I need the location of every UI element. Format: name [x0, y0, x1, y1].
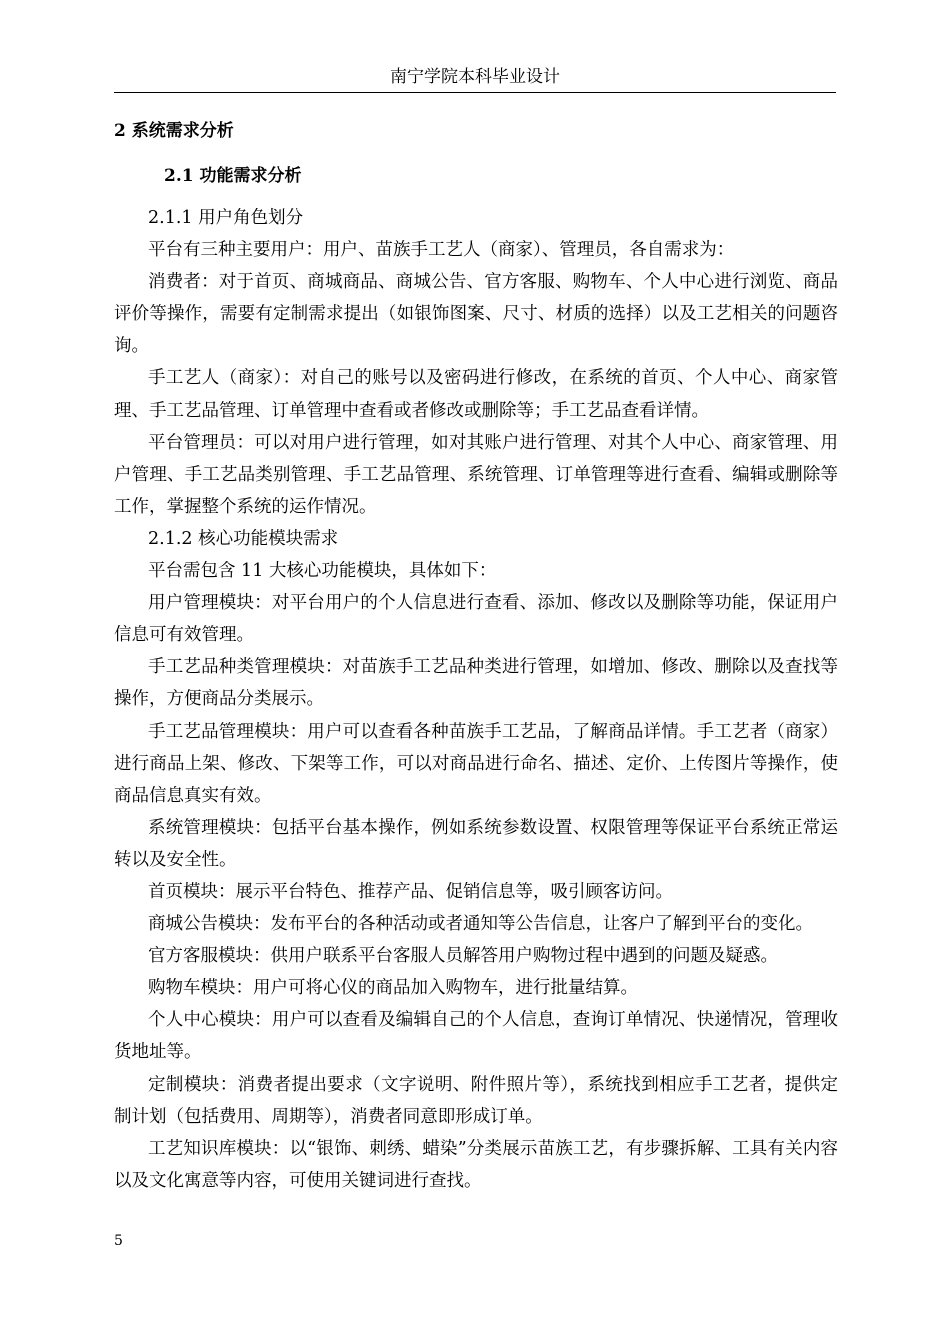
page-number: 5	[114, 1233, 123, 1249]
paragraph: 官方客服模块：供用户联系平台客服人员解答用户购物过程中遇到的问题及疑惑。	[148, 946, 778, 967]
chapter-heading: 2 系统需求分析	[114, 121, 234, 141]
paragraph: 定制模块：消费者提出要求（文字说明、附件照片等），系统找到相应手工艺者，提供定制计划（包括费用、周期等），消费者同意即形成订单。	[114, 1074, 838, 1127]
paragraph: 首页模块：展示平台特色、推荐产品、促销信息等，吸引顾客访问。	[148, 881, 673, 902]
paragraph: 购物车模块：用户可将心仪的商品加入购物车，进行批量结算。	[148, 978, 638, 999]
paragraph: 个人中心模块：用户可以查看及编辑自己的个人信息，查询订单情况、快递情况，管理收货地址等。	[114, 1010, 838, 1063]
paragraph: 手工艺品管理模块：用户可以查看各种苗族手工艺品，了解商品详情。手工艺者（商家）进行商品上架、修改、下架等工作，可以对商品进行命名、描述、定价、上传图片等操作，使商品信息真实有效。	[114, 721, 838, 806]
paragraph: 平台管理员：可以对用户进行管理，如对其账户进行管理、对其个人中心、商家管理、用户管理、手工艺品类别管理、手工艺品管理、系统管理、订单管理等进行查看、编辑或删除等工作，掌握整个系统的运作情况。	[114, 432, 838, 517]
page-header-title: 南宁学院本科毕业设计	[390, 67, 560, 87]
paragraph: 商城公告模块：发布平台的各种活动或者通知等公告信息，让客户了解到平台的变化。	[148, 914, 813, 935]
paragraph: 工艺知识库模块：以“银饰、刺绣、蜡染”分类展示苗族工艺，有步骤拆解、工具有关内容以及文化寓意等内容，可使用关键词进行查找。	[114, 1138, 838, 1191]
paragraph: 平台需包含 11 大核心功能模块，具体如下：	[148, 561, 497, 582]
paragraph: 消费者：对于首页、商城商品、商城公告、官方客服、购物车、个人中心进行浏览、商品评价等操作，需要有定制需求提出（如银饰图案、尺寸、材质的选择）以及工艺相关的问题咨询。	[114, 272, 838, 357]
page-body	[114, 202, 838, 1197]
subsection-heading-roles: 2.1.1 用户角色划分	[148, 208, 304, 228]
paragraph: 平台有三种主要用户：用户、苗族手工艺人（商家）、管理员，各自需求为：	[148, 240, 735, 261]
paragraph: 系统管理模块：包括平台基本操作，例如系统参数设置、权限管理等保证平台系统正常运转以及安全性。	[114, 817, 838, 870]
header-rule	[114, 92, 836, 93]
paragraph: 用户管理模块：对平台用户的个人信息进行查看、添加、修改以及删除等功能，保证用户信息可有效管理。	[114, 593, 838, 646]
subsection-heading-modules: 2.1.2 核心功能模块需求	[148, 528, 339, 549]
paragraph: 手工艺人（商家）：对自己的账号以及密码进行修改，在系统的首页、个人中心、商家管理、手工艺品管理、订单管理中查看或者修改或删除等；手工艺品查看详情。	[114, 368, 838, 421]
section-heading: 2.1 功能需求分析	[164, 166, 302, 186]
paragraph: 手工艺品种类管理模块：对苗族手工艺品种类进行管理，如增加、修改、删除以及查找等操作，方便商品分类展示。	[114, 657, 838, 710]
